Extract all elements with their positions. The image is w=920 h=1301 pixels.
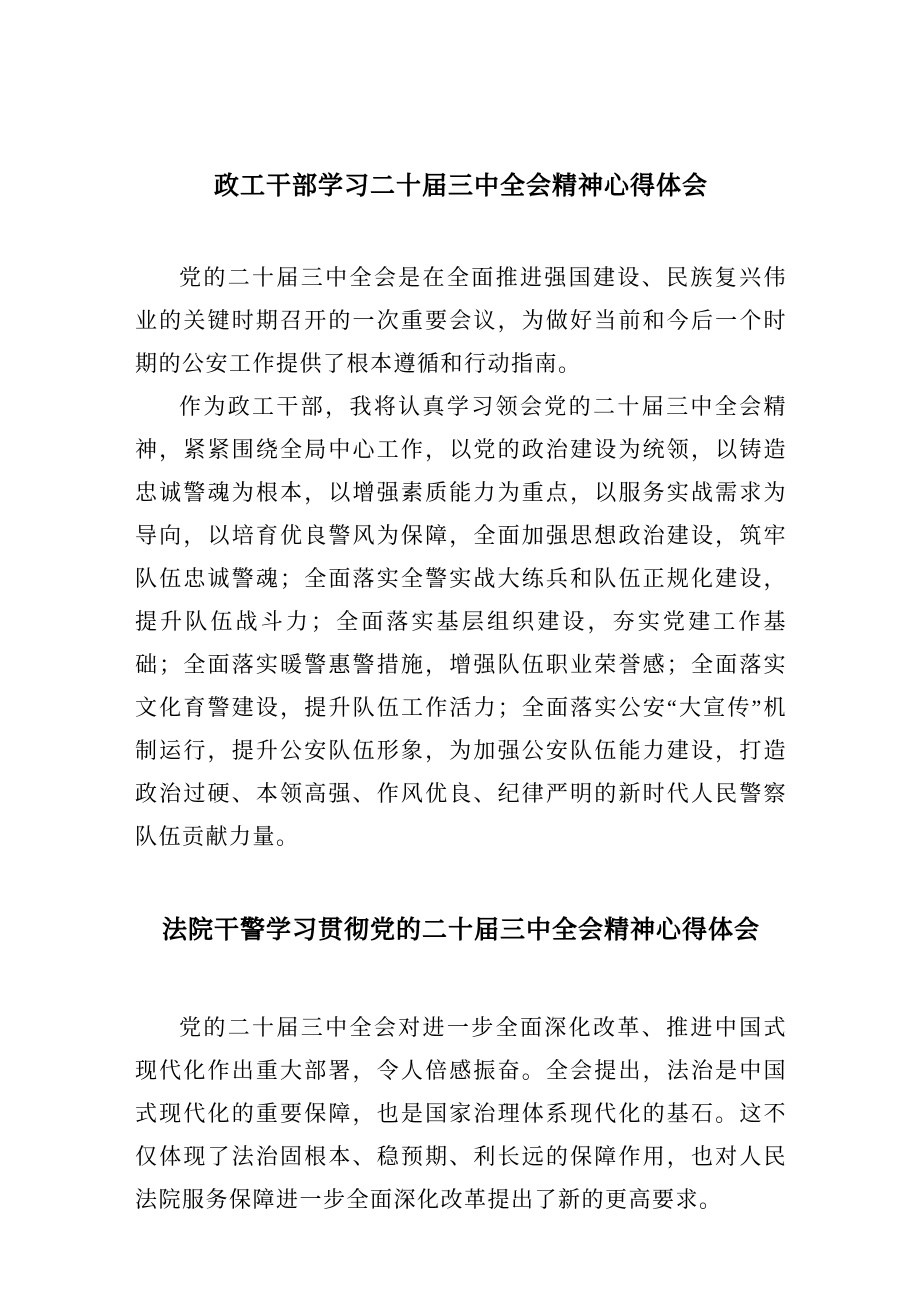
document-content bbox=[135, 170, 787, 1221]
section-1-paragraph-2: 作为政工干部，我将认真学习领会党的二十届三中全会精神，紧紧围绕全局中心工作，以党的政治建设为统领，以铸造忠诚警魂为根本，以增强素质能力为重点，以服务实战需求为导向，以培育优良警风为保障，全面加强思想政治建设，筑牢队伍忠诚警魂；全面落实全警实战大练兵和队伍正规化建设，提升队伍战斗力；全面落实基层组织建设，夯实党建工作基础；全面落实暖警惠警措施，增强队伍职业荣誉感；全面落实文化育警建设，提升队伍工作活力；全面落实公安“大宣传”机制运行，提升公安队伍形象，为加强公安队伍能力建设，打造政治过硬、本领高强、作风优良、纪律严明的新时代人民警察队伍贡献力量。 bbox=[135, 394, 787, 849]
section-1-body bbox=[135, 256, 787, 858]
section-1-title: 政工干部学习二十届三中全会精神心得体会 bbox=[213, 173, 708, 200]
section-2-body bbox=[135, 1006, 787, 1221]
section-2-paragraph-1: 党的二十届三中全会对进一步全面深化改革、推进中国式现代化作出重大部署，令人倍感振奋。全会提出，法治是中国式现代化的重要保障，也是国家治理体系现代化的基石。这不仅体现了法治固根本、稳预期、利长远的保障作用，也对人民法院服务保障进一步全面深化改革提出了新的更高要求。 bbox=[135, 1015, 787, 1212]
section-2-title: 法院干警学习贯彻党的二十届三中全会精神心得体会 bbox=[161, 917, 760, 944]
section-1-paragraph-1: 党的二十届三中全会是在全面推进强国建设、民族复兴伟业的关键时期召开的一次重要会议，为做好当前和今后一个时期的公安工作提供了根本遵循和行动指南。 bbox=[135, 265, 787, 376]
